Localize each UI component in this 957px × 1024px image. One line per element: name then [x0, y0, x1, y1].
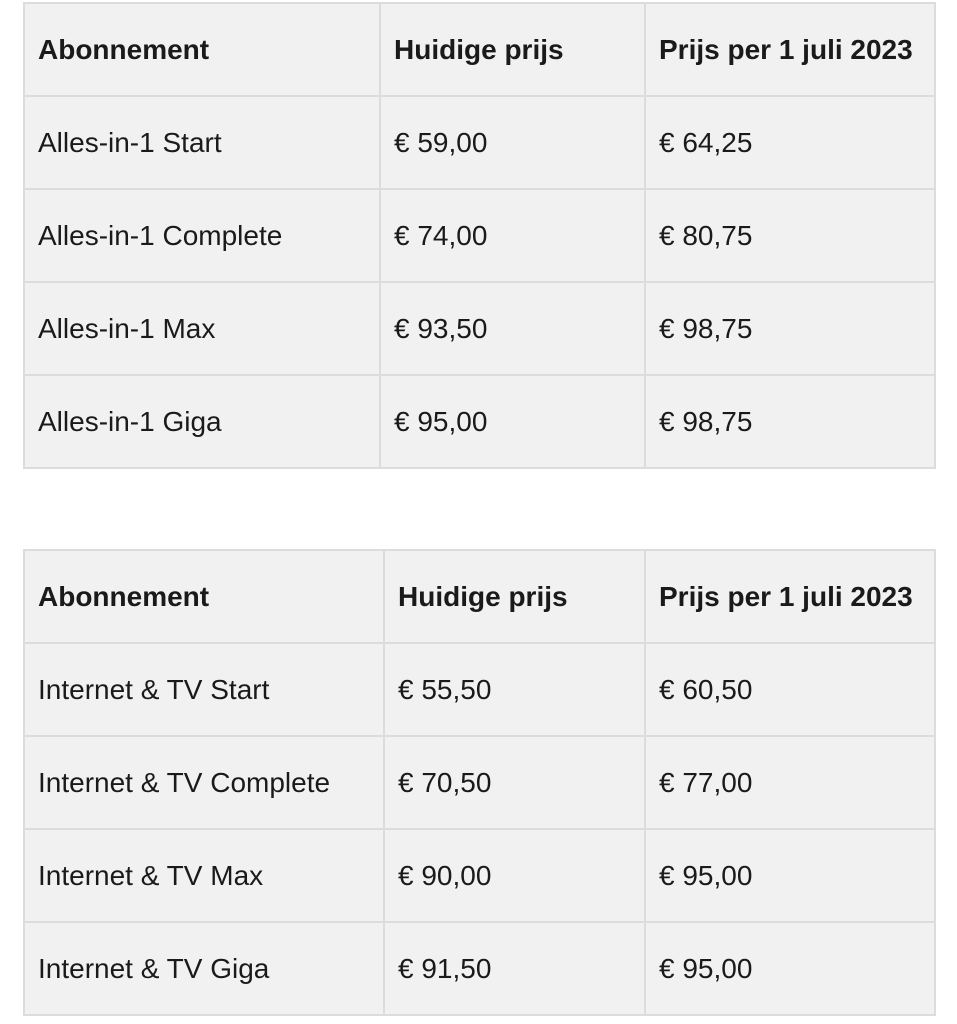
cell-huidige-prijs: € 90,00 [384, 829, 645, 922]
cell-nieuwe-prijs: € 64,25 [645, 96, 935, 189]
cell-nieuwe-prijs: € 80,75 [645, 189, 935, 282]
cell-huidige-prijs: € 95,00 [380, 375, 645, 468]
table-row [24, 736, 935, 829]
cell-huidige-prijs: € 74,00 [380, 189, 645, 282]
cell-abonnement: Alles-in-1 Giga [24, 375, 380, 468]
cell-abonnement: Internet & TV Start [24, 643, 384, 736]
header-prijs-per-1-juli-2023: Prijs per 1 juli 2023 [645, 3, 935, 96]
cell-nieuwe-prijs: € 98,75 [645, 282, 935, 375]
price-table-alles-in-1 [23, 2, 936, 469]
table-row [24, 282, 935, 375]
cell-nieuwe-prijs: € 98,75 [645, 375, 935, 468]
cell-nieuwe-prijs: € 95,00 [645, 829, 935, 922]
cell-huidige-prijs: € 55,50 [384, 643, 645, 736]
cell-nieuwe-prijs: € 77,00 [645, 736, 935, 829]
price-table-internet-tv [23, 549, 936, 1016]
table-row [24, 922, 935, 1015]
cell-nieuwe-prijs: € 95,00 [645, 922, 935, 1015]
cell-nieuwe-prijs: € 60,50 [645, 643, 935, 736]
table-header-row [24, 3, 935, 96]
cell-abonnement: Alles-in-1 Max [24, 282, 380, 375]
header-abonnement: Abonnement [24, 550, 384, 643]
table-row [24, 643, 935, 736]
cell-huidige-prijs: € 91,50 [384, 922, 645, 1015]
table-row [24, 829, 935, 922]
header-abonnement: Abonnement [24, 3, 380, 96]
header-prijs-per-1-juli-2023: Prijs per 1 juli 2023 [645, 550, 935, 643]
header-huidige-prijs: Huidige prijs [384, 550, 645, 643]
cell-abonnement: Internet & TV Complete [24, 736, 384, 829]
table-row [24, 375, 935, 468]
cell-abonnement: Internet & TV Giga [24, 922, 384, 1015]
cell-abonnement: Alles-in-1 Start [24, 96, 380, 189]
table-header-row [24, 550, 935, 643]
header-huidige-prijs: Huidige prijs [380, 3, 645, 96]
cell-abonnement: Alles-in-1 Complete [24, 189, 380, 282]
cell-huidige-prijs: € 93,50 [380, 282, 645, 375]
table-row [24, 189, 935, 282]
cell-huidige-prijs: € 59,00 [380, 96, 645, 189]
cell-huidige-prijs: € 70,50 [384, 736, 645, 829]
table-row [24, 96, 935, 189]
cell-abonnement: Internet & TV Max [24, 829, 384, 922]
